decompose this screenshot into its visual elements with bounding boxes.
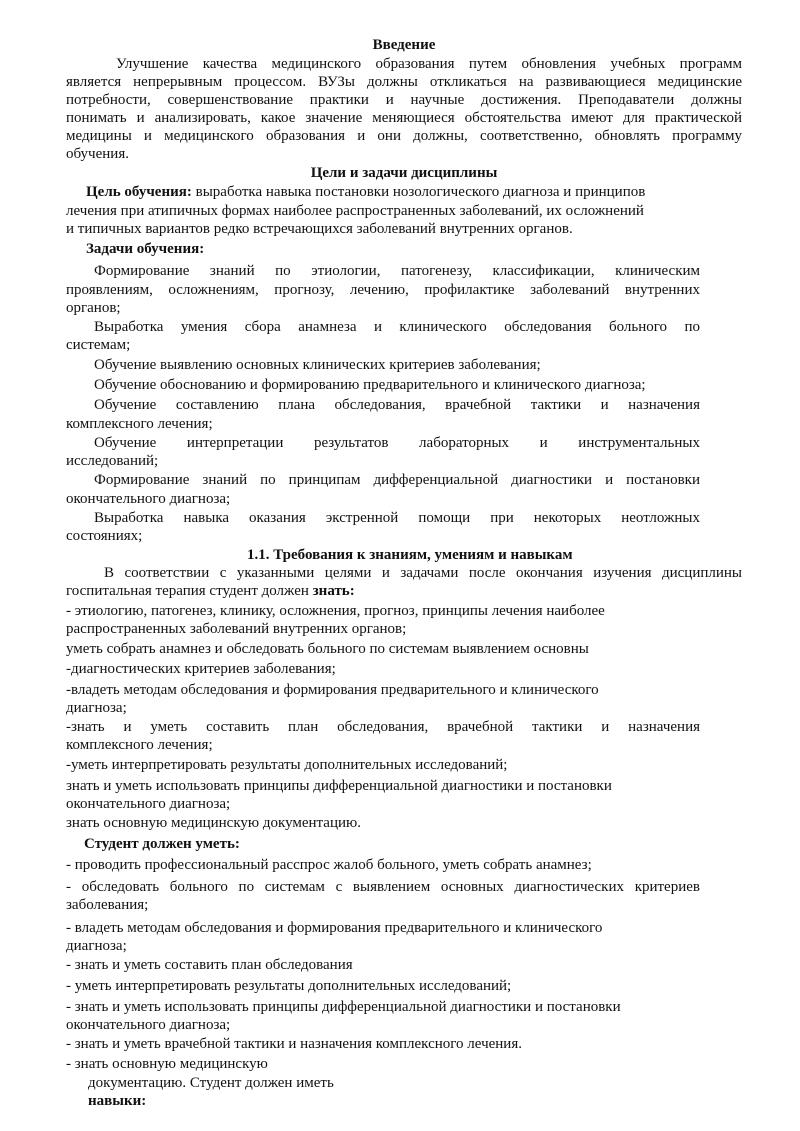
habits-label: навыки: xyxy=(88,1093,147,1109)
skill-line: - владеть методам обследования и формирования предварительного и клинического xyxy=(66,920,603,936)
goal-line: и типичных вариантов редко встречающихся заболеваний внутренних органов. xyxy=(66,221,573,237)
task-line: состояниях; xyxy=(66,528,143,544)
task-line: проявлениям, осложнениям, прогнозу, лечению, профилактике заболеваний внутренних xyxy=(66,282,700,298)
know-line: распространенных заболеваний внутренних органов; xyxy=(66,621,407,637)
skill-line: заболевания; xyxy=(66,897,149,913)
intro-heading: Введение xyxy=(372,37,436,53)
skill-line: окончательного диагноза; xyxy=(66,1017,231,1033)
skills-heading: Студент должен уметь: xyxy=(84,836,240,852)
task-line: Выработка навыка оказания экстренной помощи при некоторых неотложных xyxy=(94,510,700,526)
task-line: Обучение составлению плана обследования, врачебной тактики и назначения xyxy=(94,397,700,413)
skill-line: - уметь интерпретировать результаты дополнительных исследований; xyxy=(66,978,512,994)
know-label: знать: xyxy=(312,583,355,599)
intro-line: Улучшение качества медицинского образования путем обновления учебных программ xyxy=(116,56,742,72)
intro-line: медицины и медицинского образования и они должны, соответственно, обновлять программу xyxy=(66,128,742,144)
task-line: Формирование знаний по принципам дифференциальной диагностики и постановки xyxy=(94,472,700,488)
goal-text: выработка навыка постановки нозологического диагноза и принципов xyxy=(195,184,646,200)
task-line: Обучение выявлению основных клинических критериев заболевания; xyxy=(94,357,541,373)
know-line: окончательного диагноза; xyxy=(66,796,231,812)
intro-line: понимать и анализировать, какое значение меняющиеся обстоятельства имеют для практической xyxy=(66,110,742,126)
skill-line: - знать основную медицинскую xyxy=(66,1056,268,1072)
task-line: Выработка умения сбора анамнеза и клинического обследования больного по xyxy=(94,319,700,335)
know-line: -знать и уметь составить план обследования, врачебной тактики и назначения xyxy=(66,719,700,735)
intro-line: является непрерывным процессом. ВУЗы должны откликаться на развивающиеся медицинские xyxy=(66,74,742,90)
skill-line: - обследовать больного по системам с выявлением основных диагностических критериев xyxy=(66,879,700,895)
skill-line: диагноза; xyxy=(66,938,127,954)
requirements-intro-line: В соответствии с указанными целями и задачами после окончания изучения дисциплины xyxy=(104,565,742,581)
know-line: -владеть методам обследования и формирования предварительного и клинического xyxy=(66,682,599,698)
requirements-intro-line xyxy=(66,582,742,600)
know-line: уметь собрать анамнез и обследовать больного по системам выявлением основны xyxy=(66,641,589,657)
skill-line: - знать и уметь использовать принципы дифференциальной диагностики и постановки xyxy=(66,999,621,1015)
know-line: комплексного лечения; xyxy=(66,737,213,753)
task-line: Обучение обоснованию и формированию предварительного и клинического диагноза; xyxy=(94,377,646,393)
tasks-label: Задачи обучения: xyxy=(86,241,205,257)
goal-line xyxy=(86,183,700,201)
intro-line: обучения. xyxy=(66,146,129,162)
goal-line: лечения при атипичных формах наиболее распространенных заболеваний, их осложнений xyxy=(66,203,644,219)
know-line: -уметь интерпретировать результаты дополнительных исследований; xyxy=(66,757,508,773)
task-line: системам; xyxy=(66,337,131,353)
know-line: знать и уметь использовать принципы дифференциальной диагностики и постановки xyxy=(66,778,612,794)
requirements-heading: 1.1. Требования к знаниям, умениям и навыкам xyxy=(247,547,573,563)
know-line: -диагностических критериев заболевания; xyxy=(66,661,336,677)
intro-line: потребности, совершенствование практики и научные достижения. Преподаватели должны xyxy=(66,92,742,108)
know-line: диагноза; xyxy=(66,700,127,716)
task-line: комплексного лечения; xyxy=(66,416,213,432)
goal-label: Цель обучения: xyxy=(86,184,192,200)
skill-line: - знать и уметь составить план обследования xyxy=(66,957,353,973)
skill-line: документацию. Студент должен иметь xyxy=(88,1075,334,1091)
requirements-intro-text: госпитальная терапия студент должен xyxy=(66,583,313,599)
task-line: исследований; xyxy=(66,453,159,469)
skill-line: - знать и уметь врачебной тактики и назначения комплексного лечения. xyxy=(66,1036,522,1052)
goals-heading: Цели и задачи дисциплины xyxy=(310,165,498,181)
know-line: знать основную медицинскую документацию. xyxy=(66,815,361,831)
task-line: Формирование знаний по этиологии, патогенезу, классификации, клиническим xyxy=(94,263,700,279)
know-line: - этиологию, патогенез, клинику, осложнения, прогноз, принципы лечения наиболее xyxy=(66,603,605,619)
task-line: окончательного диагноза; xyxy=(66,491,231,507)
task-line: органов; xyxy=(66,300,121,316)
task-line: Обучение интерпретации результатов лабораторных и инструментальных xyxy=(94,435,700,451)
skill-line: - проводить профессиональный расспрос жалоб больного, уметь собрать анамнез; xyxy=(66,857,592,873)
